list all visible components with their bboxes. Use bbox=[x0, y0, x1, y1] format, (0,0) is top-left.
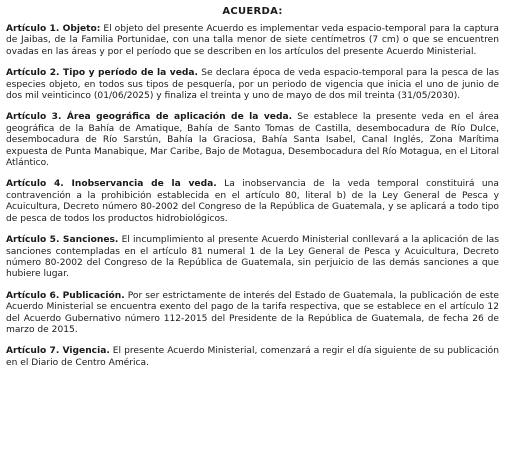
article-4-title: Artículo 4. Inobservancia de la veda. bbox=[6, 179, 217, 190]
article-5-body: El incumplimiento al presente Acuerdo Ministerial conllevará a la aplicación de las sanciones contempladas en el artículo 81 numeral 1 de la Ley General de Pesca y Acuicultura, Decreto número 80-2002 del Congreso de la República de Guatemala, sin perjuicio de las demás sanciones a que hubiere lugar. bbox=[6, 235, 499, 280]
article-2-body: Se declara época de veda espacio-temporal para la pesca de las especies objeto, en todos sus tipos de pesquería, por un periodo de vigencia que inicia el uno de junio de dos mil veinticinco (01/06/2025) y finaliza el treinta y uno de mayo de dos mil treinta (31/05/2030). bbox=[6, 68, 499, 102]
article-5-title: Artículo 5. Sanciones. bbox=[6, 235, 119, 246]
article-3-title: Artículo 3. Área geográfica de aplicación de la veda. bbox=[6, 112, 293, 123]
article-6-title: Artículo 6. Publicación. bbox=[6, 290, 125, 301]
article-6-body: Por ser estrictamente de interés del Estado de Guatemala, la publicación de este Acuerdo Ministerial se encuentra exento del pago de la tarifa respectiva, que se establece en el artículo 12 del Acuerdo Gubernativo número 112-2015 del Presidente de la República de Guatemala, de fecha 26 de marzo de 2015. bbox=[6, 290, 499, 335]
article-4-body: La inobservancia de la veda temporal constituirá una contravención a la prohibición establecida en el artículo 80, literal b) de la Ley General de Pesca y Acuicultura, Decreto número 80-2002 del Congreso de la República de Guatemala, y se aplicará a todo tipo de pesca de todos los productos hidrobiológicos. bbox=[6, 179, 499, 224]
article-4 bbox=[6, 179, 499, 225]
article-3-body: Se establece la presente veda en el área geográfica de la Bahía de Amatique, Bahía de Santo Tomas de Castilla, desembocadura de Río Dulce, desembocadura de Río Sarstún, Bahía la Graciosa, Bahía Santa Isabel, Canal Inglés, Zona Marítima expuesta de Punta Manabique, Mar Caribe, Bajo de Motagua, Desembocadura del Río Motagua, en el Litoral Atlántico. bbox=[6, 112, 500, 169]
article-3 bbox=[6, 112, 499, 169]
article-1-body: El objeto del presente Acuerdo es implementar veda espacio-temporal para la captura de Jaibas, de la Familia Portunidae, con una talla menor de siete centímetros (7 cm) o que se encuentren ovadas en las áreas y por el período que se describen en los artículos del presente Acuerdo Ministerial. bbox=[6, 24, 499, 57]
article-7 bbox=[6, 346, 499, 369]
article-1 bbox=[6, 24, 499, 58]
article-7-body: El presente Acuerdo Ministerial, comenzará a regir el día siguiente de su publicación en el Diario de Centro América. bbox=[6, 346, 499, 368]
document-heading: ACUERDA: bbox=[222, 6, 283, 17]
article-2-title: Artículo 2. Tipo y período de la veda. bbox=[6, 68, 198, 79]
article-5 bbox=[6, 235, 499, 281]
article-2 bbox=[6, 68, 499, 102]
article-6 bbox=[6, 291, 499, 337]
article-1-title: Artículo 1. Objeto: bbox=[6, 24, 101, 34]
article-7-title: Artículo 7. Vigencia. bbox=[6, 346, 110, 357]
